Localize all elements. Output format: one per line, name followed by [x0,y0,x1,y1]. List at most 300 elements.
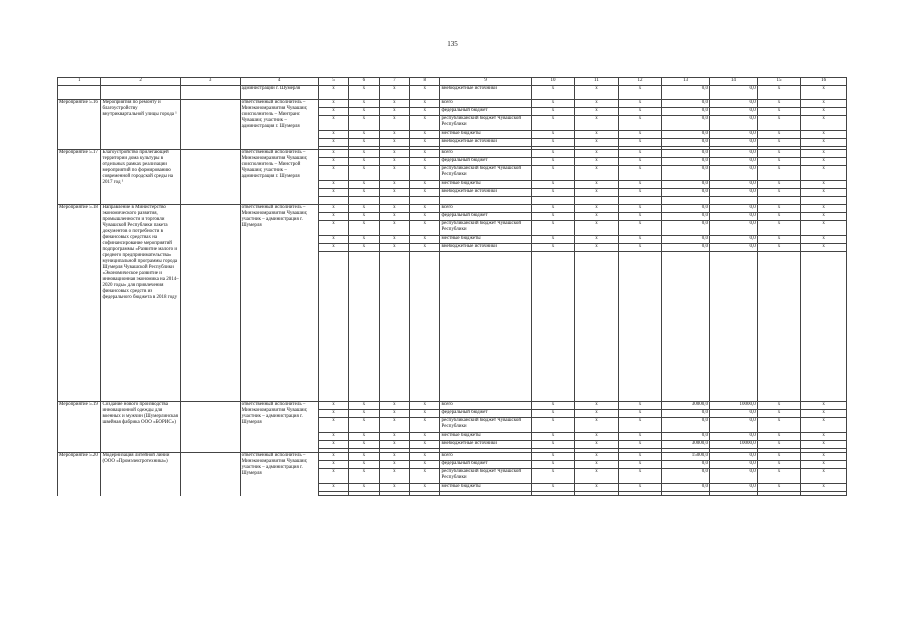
value-cell: 0,0 [709,116,757,131]
empty-cell [662,492,710,496]
value-cell: x [575,213,618,221]
table-row [58,205,847,213]
measure-code-cell: Мероприятие 5.17 [58,150,101,205]
value-cell: x [349,158,379,166]
funding-source-cell: всего [440,205,531,213]
empty-cell [180,402,240,453]
value-cell: x [379,116,409,131]
value-cell: 0,0 [662,100,710,108]
value-cell: x [349,410,379,418]
value-cell: x [349,181,379,189]
value-cell: 0,0 [709,158,757,166]
value-cell: 0,0 [709,100,757,108]
value-cell: x [318,236,348,244]
column-number: 10 [531,78,574,86]
value-cell: x [618,221,661,236]
value-cell: x [410,100,440,108]
value-cell: x [379,236,409,244]
empty-cell [709,197,757,205]
funding-source-cell: местные бюджеты [440,236,531,244]
value-cell: x [410,150,440,158]
value-cell: x [618,131,661,139]
value-cell: x [349,166,379,181]
value-cell: 0,0 [709,236,757,244]
value-cell: 0,0 [709,244,757,252]
empty-cell [180,150,240,205]
value-cell: 0,0 [662,150,710,158]
value-cell: 0,0 [662,86,710,100]
value-cell: x [575,158,618,166]
value-cell: x [379,244,409,252]
value-cell: x [410,166,440,181]
value-cell: x [757,150,800,158]
value-cell: 30000,0 [662,441,710,449]
value-cell: x [618,86,661,100]
value-cell: x [318,469,348,484]
funding-source-cell: местные бюджеты [440,433,531,441]
value-cell: x [801,158,847,166]
column-number: 3 [180,78,240,86]
value-cell: x [618,150,661,158]
value-cell: x [757,469,800,484]
funding-source-cell: республиканский бюджет Чувашской Республики [440,469,531,484]
value-cell: x [318,461,348,469]
value-cell: 0,0 [662,221,710,236]
value-cell: x [379,131,409,139]
value-cell: x [318,205,348,213]
value-cell: x [757,484,800,492]
value-cell: 0,0 [662,166,710,181]
empty-cell [410,492,440,496]
value-cell: x [801,221,847,236]
value-cell: 0,0 [709,221,757,236]
value-cell: x [531,86,574,100]
value-cell: x [379,158,409,166]
funding-source-cell: внебюджетные источники [440,139,531,147]
funding-source-cell: республиканский бюджет Чувашской Республики [440,418,531,433]
empty-cell [757,252,800,402]
funding-source-cell: внебюджетные источники [440,244,531,252]
column-number: 9 [440,78,531,86]
empty-cell [180,86,240,100]
value-cell: x [757,221,800,236]
value-cell: x [349,402,379,410]
empty-cell [349,197,379,205]
value-cell: x [379,205,409,213]
value-cell: x [410,131,440,139]
empty-cell [349,252,379,402]
funding-source-cell: республиканский бюджет Чувашской Республики [440,166,531,181]
value-cell: 0,0 [709,189,757,197]
value-cell: x [349,100,379,108]
value-cell: x [757,433,800,441]
value-cell: x [531,166,574,181]
value-cell: x [575,139,618,147]
value-cell: 0,0 [709,410,757,418]
value-cell: x [410,108,440,116]
value-cell: x [379,484,409,492]
empty-cell [180,100,240,150]
empty-cell [801,197,847,205]
value-cell: 0,0 [709,181,757,189]
value-cell: 0,0 [662,116,710,131]
value-cell: x [531,410,574,418]
value-cell: x [349,453,379,461]
column-number: 7 [379,78,409,86]
column-number: 4 [240,78,318,86]
value-cell: 0,0 [662,433,710,441]
empty-cell [575,252,618,402]
value-cell: x [575,221,618,236]
value-cell: x [531,150,574,158]
empty-cell [531,492,574,496]
value-cell: x [318,181,348,189]
funding-source-cell: внебюджетные источники [440,441,531,449]
value-cell: x [575,453,618,461]
value-cell: x [318,484,348,492]
value-cell: x [575,418,618,433]
empty-cell [575,492,618,496]
value-cell: x [410,86,440,100]
value-cell: x [531,453,574,461]
value-cell: x [618,166,661,181]
value-cell: x [318,221,348,236]
measure-name-cell: Благоустройство прилегающей территории дома культуры в отдельных рамках реализации мероприятий по формированию современной городской среды на 2017 год ¹ [101,150,180,205]
funding-source-cell: местные бюджеты [440,181,531,189]
empty-cell [662,252,710,402]
responsible-cell: ответственный исполнитель – Минэкономразвития Чувашии; соисполнитель – Минстрой Чувашии; участник – администрация г. Шумерля [240,150,318,205]
value-cell: x [410,453,440,461]
column-numbers-row [58,78,847,86]
value-cell: x [349,244,379,252]
value-cell: 0,0 [662,108,710,116]
value-cell: x [801,461,847,469]
empty-cell [440,252,531,402]
value-cell: 0,0 [709,418,757,433]
empty-cell [757,492,800,496]
value-cell: x [410,244,440,252]
value-cell: x [575,189,618,197]
value-cell: x [801,410,847,418]
value-cell: x [349,461,379,469]
value-cell: x [349,236,379,244]
value-cell: x [410,410,440,418]
value-cell: x [318,453,348,461]
funding-source-cell: федеральный бюджет [440,461,531,469]
value-cell: x [801,402,847,410]
value-cell: 0,0 [662,189,710,197]
value-cell: x [801,433,847,441]
value-cell: x [349,86,379,100]
value-cell: x [349,213,379,221]
value-cell: x [379,150,409,158]
value-cell: 0,0 [709,139,757,147]
empty-cell [318,252,348,402]
value-cell: x [801,244,847,252]
value-cell: x [801,108,847,116]
value-cell: x [410,402,440,410]
value-cell: 0,0 [662,213,710,221]
value-cell: 0,0 [662,418,710,433]
value-cell: x [757,236,800,244]
value-cell: x [379,418,409,433]
value-cell: x [757,131,800,139]
value-cell: x [531,469,574,484]
value-cell: x [349,116,379,131]
empty-cell [410,252,440,402]
value-cell: 0,0 [709,469,757,484]
value-cell: x [801,100,847,108]
value-cell: x [575,461,618,469]
value-cell: 0,0 [709,166,757,181]
value-cell: x [757,139,800,147]
value-cell: x [318,139,348,147]
value-cell: x [531,418,574,433]
value-cell: x [757,158,800,166]
value-cell: x [575,236,618,244]
value-cell: x [757,461,800,469]
value-cell: x [618,100,661,108]
value-cell: x [618,453,661,461]
table-row [58,100,847,108]
value-cell: x [318,410,348,418]
funding-source-cell: внебюджетные источники [440,189,531,197]
value-cell: x [379,433,409,441]
value-cell: x [318,402,348,410]
value-cell: x [318,150,348,158]
funding-source-cell: федеральный бюджет [440,410,531,418]
empty-cell [379,252,409,402]
empty-cell [801,492,847,496]
value-cell: x [410,139,440,147]
value-cell: x [379,139,409,147]
value-cell: x [318,108,348,116]
value-cell: x [618,418,661,433]
value-cell: x [379,86,409,100]
value-cell: x [575,131,618,139]
value-cell: x [575,402,618,410]
value-cell: x [618,410,661,418]
measure-code-cell: Мероприятие 5.20 [58,453,101,496]
value-cell: x [410,433,440,441]
value-cell: x [410,236,440,244]
measure-name-cell: Модернизация литейной линии (ООО «Промэлектротехника») [101,453,180,496]
value-cell: x [379,221,409,236]
value-cell: x [349,139,379,147]
value-cell: x [575,469,618,484]
value-cell: x [349,131,379,139]
value-cell: x [801,139,847,147]
value-cell: x [379,100,409,108]
value-cell: x [757,166,800,181]
value-cell: x [801,469,847,484]
value-cell: x [757,116,800,131]
column-number: 5 [318,78,348,86]
value-cell: x [318,100,348,108]
value-cell: 0,0 [662,469,710,484]
value-cell: x [318,213,348,221]
value-cell: x [379,441,409,449]
funding-source-cell: республиканский бюджет Чувашской Республики [440,116,531,131]
value-cell: x [618,116,661,131]
value-cell: x [318,418,348,433]
value-cell: x [801,484,847,492]
value-cell: x [618,402,661,410]
responsible-cell: ответственный исполнитель – Минэкономразвития Чувашии; участник – администрация г. Шумерля [240,402,318,453]
responsible-cell: ответственный исполнитель – Минэкономразвития Чувашии; участник – администрация г. Шумерля [240,453,318,496]
value-cell: x [801,131,847,139]
value-cell: 0,0 [709,433,757,441]
value-cell: x [618,236,661,244]
value-cell: 0,0 [709,484,757,492]
table-row [58,453,847,461]
value-cell: x [531,402,574,410]
value-cell: x [410,221,440,236]
value-cell: 10000,0 [709,441,757,449]
funding-source-cell: всего [440,402,531,410]
value-cell: x [618,205,661,213]
value-cell: x [801,166,847,181]
value-cell: 0,0 [709,86,757,100]
value-cell: x [318,433,348,441]
column-number: 6 [349,78,379,86]
value-cell: x [379,213,409,221]
value-cell: x [575,100,618,108]
value-cell: x [379,469,409,484]
value-cell: x [318,116,348,131]
value-cell: x [379,189,409,197]
value-cell: x [531,236,574,244]
measure-code-cell: Мероприятие 5.19 [58,402,101,453]
responsible-cell: ответственный исполнитель – Минэкономразвития Чувашии; участник – администрация г. Шумерля [240,205,318,402]
empty-cell [318,197,348,205]
value-cell: 0,0 [662,236,710,244]
value-cell: 0,0 [662,461,710,469]
value-cell: 0,0 [662,131,710,139]
column-number: 1 [58,78,101,86]
value-cell: x [575,244,618,252]
value-cell: x [575,116,618,131]
value-cell: x [349,433,379,441]
value-cell: x [318,158,348,166]
measure-name-cell [101,86,180,100]
empty-cell [440,197,531,205]
measure-name-cell: Направление в Министерство экономического развития, промышленности и торговли Чувашской Республики пакета документов о потребности в финансовых средствах на софинансирование мероприятий подпрограммы «Развитие малого и среднего предпринимательства» муниципальной программы города Шумерля Чувашской Республики «Экономическое развитие и инновационная экономика на 2014–2020 годы» для привлечения финансовых средств из федерального бюджета в 2018 году [101,205,180,402]
value-cell: x [379,453,409,461]
value-cell: x [757,213,800,221]
value-cell: 0,0 [662,484,710,492]
value-cell: x [410,181,440,189]
value-cell: x [801,205,847,213]
value-cell: x [410,205,440,213]
funding-source-cell: всего [440,150,531,158]
value-cell: x [618,433,661,441]
empty-cell [440,492,531,496]
table-row [58,402,847,410]
value-cell: x [531,221,574,236]
value-cell: x [349,418,379,433]
value-cell: x [618,181,661,189]
value-cell: x [757,189,800,197]
value-cell: x [531,158,574,166]
value-cell: x [531,441,574,449]
value-cell: x [757,244,800,252]
empty-cell [709,492,757,496]
value-cell: 0,0 [662,181,710,189]
empty-cell [410,197,440,205]
value-cell: x [801,116,847,131]
value-cell: x [318,86,348,100]
measure-name-cell: Мероприятия по ремонту и благоустройству внутриквартальной улицы города ¹ [101,100,180,150]
value-cell: x [531,131,574,139]
value-cell: x [410,418,440,433]
value-cell: x [410,116,440,131]
value-cell: 0,0 [662,244,710,252]
value-cell: x [575,433,618,441]
funding-source-cell: местные бюджеты [440,131,531,139]
value-cell: x [618,139,661,147]
column-number: 15 [757,78,800,86]
value-cell: x [757,453,800,461]
funding-source-cell: всего [440,453,531,461]
value-cell: x [531,108,574,116]
empty-cell [180,205,240,402]
value-cell: 10000,0 [709,402,757,410]
value-cell: x [410,213,440,221]
column-number: 8 [410,78,440,86]
value-cell: x [318,244,348,252]
value-cell: x [379,461,409,469]
value-cell: x [349,484,379,492]
value-cell: x [349,441,379,449]
value-cell: x [757,108,800,116]
value-cell: 0,0 [709,131,757,139]
empty-cell [180,453,240,496]
value-cell: 0,0 [662,410,710,418]
value-cell: x [318,131,348,139]
value-cell: x [379,402,409,410]
value-cell: x [801,236,847,244]
value-cell: x [757,402,800,410]
value-cell: x [379,181,409,189]
value-cell: 30000,0 [662,402,710,410]
responsible-cell: администрации г. Шумерля [240,86,318,100]
responsible-cell: ответственный исполнитель – Минэкономразвития Чувашии; соисполнитель – Минтранс Чувашии; участник – администрация г. Шумерля [240,100,318,150]
value-cell: x [575,205,618,213]
value-cell: x [618,158,661,166]
value-cell: x [801,189,847,197]
value-cell: x [618,213,661,221]
value-cell: x [801,213,847,221]
funding-source-cell: всего [440,100,531,108]
empty-cell [618,252,661,402]
value-cell: x [531,213,574,221]
measure-code-cell: Мероприятие 5.18 [58,205,101,402]
value-cell: x [757,86,800,100]
value-cell: x [349,205,379,213]
empty-cell [318,492,348,496]
value-cell: 0,0 [709,213,757,221]
empty-cell [379,197,409,205]
table-row [58,150,847,158]
value-cell: x [575,150,618,158]
empty-cell [709,252,757,402]
value-cell: 0,0 [662,205,710,213]
empty-cell [662,197,710,205]
value-cell: x [801,418,847,433]
value-cell: x [531,139,574,147]
value-cell: x [618,441,661,449]
